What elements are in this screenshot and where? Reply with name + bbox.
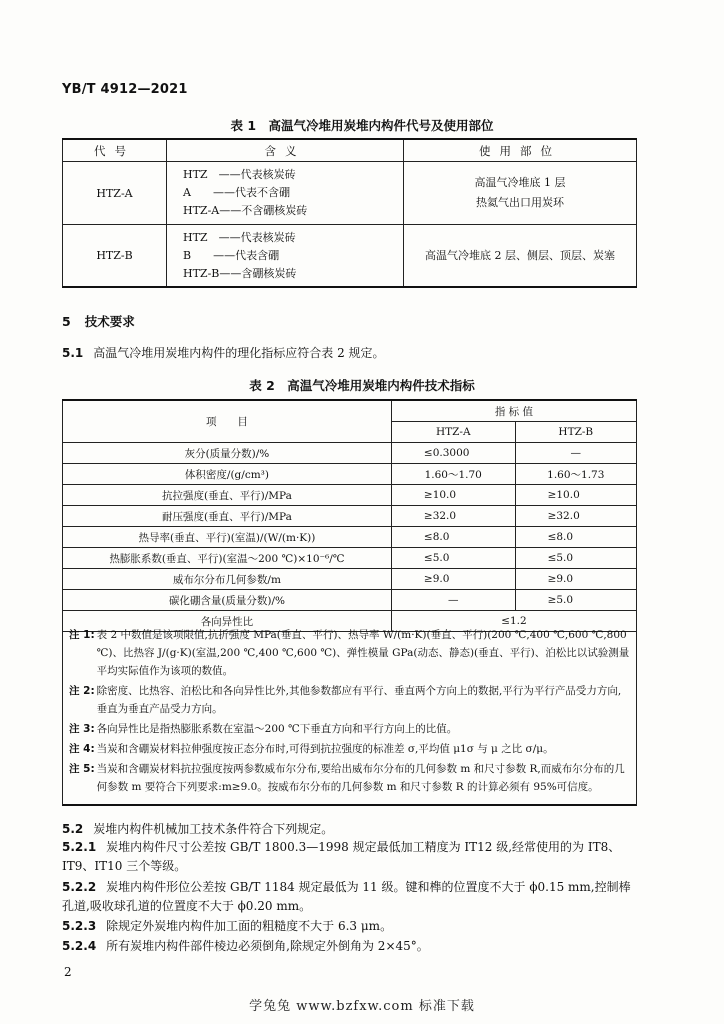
clause-5-2-1 bbox=[62, 838, 642, 876]
standard-number: YB/T 4912—2021 bbox=[62, 82, 188, 97]
note-text: 当炭和含硼炭材料拉伸强度按正态分布时,可得到抗拉强度的标准差 σ,平均值 μ1σ 与 μ 之比 σ/μ。 bbox=[96, 743, 554, 755]
usage-line: 高温气冷堆底 2 层、侧层、顶层、炭塞 bbox=[425, 248, 615, 262]
clause-5-2-3 bbox=[62, 917, 642, 936]
item-cell: 耐压强度(垂直、平行)/MPa bbox=[63, 506, 392, 527]
clause-number: 5.2.1 bbox=[62, 840, 97, 854]
value-b-cell: ≥5.0 bbox=[515, 590, 636, 611]
section-number: 5 bbox=[62, 314, 71, 329]
meaning-line: HTZ-B——含硼核炭砖 bbox=[183, 266, 297, 280]
clause-text: 炭堆内构件机械加工技术条件符合下列规定。 bbox=[93, 822, 334, 836]
item-cell: 威布尔分布几何参数/m bbox=[63, 569, 392, 590]
clause-number: 5.1 bbox=[62, 346, 84, 360]
item-cell: 各向异性比 bbox=[63, 611, 392, 632]
note bbox=[69, 760, 630, 796]
item-cell: 抗拉强度(垂直、平行)/MPa bbox=[63, 485, 392, 506]
table-row bbox=[63, 590, 637, 611]
value-a-cell: ≤0.3000 bbox=[391, 443, 515, 464]
value-a-cell: 1.60～1.70 bbox=[391, 464, 515, 485]
meaning-line: B ——代表含硼 bbox=[183, 248, 280, 262]
note bbox=[69, 740, 630, 758]
usage-cell bbox=[404, 225, 637, 288]
section-5-heading bbox=[62, 312, 135, 330]
value-b-cell: ≥32.0 bbox=[515, 506, 636, 527]
value-a-cell: ≥32.0 bbox=[391, 506, 515, 527]
clause-text: 高温气冷堆用炭堆内构件的理化指标应符合表 2 规定。 bbox=[93, 346, 385, 360]
clause-text: 炭堆内构件形位公差按 GB/T 1184 规定最低为 11 级。键和榫的位置度不大于 ϕ0.15 mm,控制棒孔道,吸收球孔道的位置度不大于 ϕ0.20 mm。 bbox=[62, 880, 631, 913]
note-tag: 注 2: bbox=[69, 685, 95, 697]
header-htz-b: HTZ-B bbox=[515, 422, 636, 443]
value-b-cell: ≥9.0 bbox=[515, 569, 636, 590]
table-row bbox=[63, 162, 637, 225]
clause-number: 5.2.3 bbox=[62, 919, 97, 933]
item-cell: 灰分(质量分数)/% bbox=[63, 443, 392, 464]
header-code: 代号 bbox=[63, 139, 167, 162]
note-text: 当炭和含硼炭材料抗拉强度按两参数威布尔分布,要给出威布尔分布的几何参数 m 和尺寸参数 R,而威布尔分布的几何参数 m 要符合下列要求:m≥9.0。按威布尔分布的几何参数 m 和尺寸参数 R 的计算必须有 95%可信度。 bbox=[96, 763, 625, 793]
table-row bbox=[63, 443, 637, 464]
header-item: 项 目 bbox=[63, 400, 392, 443]
value-b-cell: — bbox=[515, 443, 636, 464]
header-htz-a: HTZ-A bbox=[391, 422, 515, 443]
meaning-line: HTZ-A——不含硼核炭砖 bbox=[183, 204, 308, 217]
table-row bbox=[63, 569, 637, 590]
note-tag: 注 4: bbox=[69, 743, 95, 755]
note-tag: 注 5: bbox=[69, 763, 95, 775]
usage-cell bbox=[404, 162, 637, 225]
table2-caption: 表 2 高温气冷堆用炭堆内构件技术指标 bbox=[249, 378, 475, 393]
table-header-row bbox=[63, 400, 637, 422]
note-tag: 注 1: bbox=[69, 629, 95, 641]
clause-5-2-4 bbox=[62, 937, 642, 956]
clause-number: 5.2.4 bbox=[62, 939, 97, 953]
clause-number: 5.2 bbox=[62, 822, 84, 836]
clause-5-2-2 bbox=[62, 878, 642, 916]
value-b-cell: 1.60～1.73 bbox=[515, 464, 636, 485]
clause-text: 所有炭堆内构件部件棱边必须倒角,除规定外倒角为 2×45°。 bbox=[106, 939, 429, 953]
meaning-cell bbox=[167, 162, 404, 225]
note bbox=[69, 682, 630, 718]
item-cell: 碳化硼含量(质量分数)/% bbox=[63, 590, 392, 611]
table-row bbox=[63, 527, 637, 548]
note bbox=[69, 720, 630, 738]
table-row bbox=[63, 464, 637, 485]
value-a-cell: — bbox=[391, 590, 515, 611]
value-a-cell: ≥9.0 bbox=[391, 569, 515, 590]
note-text: 表 2 中数值是该项限值,抗折强度 MPa(垂直、平行)、热导率 W/(m·K)(垂直、平行)(200 ℃,400 ℃,600 ℃,800 ℃)、比热容 J/(g·K)(室温,200 ℃,400 ℃,600 ℃)、弹性模量 GPa(动态、静态)(垂直、平行)、泊松比以试验测量平均实际值作为该项的数值。 bbox=[96, 629, 630, 677]
code-table bbox=[62, 138, 637, 288]
header-values: 指 标 值 bbox=[391, 400, 636, 422]
table1-caption: 表 1 高温气冷堆用炭堆内构件代号及使用部位 bbox=[230, 118, 494, 133]
code-cell: HTZ-B bbox=[63, 225, 167, 288]
table-row bbox=[63, 506, 637, 527]
value-a-cell: ≤8.0 bbox=[391, 527, 515, 548]
note bbox=[69, 626, 630, 680]
code-cell: HTZ-A bbox=[63, 162, 167, 225]
page-number: 2 bbox=[64, 965, 72, 979]
table-header-row bbox=[63, 139, 637, 162]
header-usage: 使用部位 bbox=[404, 139, 637, 162]
clause-text: 除规定外炭堆内构件加工面的粗糙度不大于 6.3 μm。 bbox=[106, 919, 393, 933]
meaning-line: HTZ ——代表核炭砖 bbox=[183, 168, 296, 181]
watermark: 学兔兔 www.bzfxw.com 标准下载 bbox=[249, 999, 475, 1014]
note-text: 各向异性比是指热膨胀系数在室温～200 ℃下垂直方向和平行方向上的比值。 bbox=[96, 723, 458, 735]
table-row bbox=[63, 485, 637, 506]
usage-line: 高温气冷堆底 1 层 bbox=[474, 176, 566, 189]
item-cell: 体积密度/(g/cm³) bbox=[63, 464, 392, 485]
clause-5-1 bbox=[62, 344, 385, 363]
table-row bbox=[63, 225, 637, 288]
note-text: 除密度、比热容、泊松比和各向异性比外,其他参数都应有平行、垂直两个方向上的数据,平行为平行产品受力方向,垂直为垂直产品受力方向。 bbox=[96, 685, 622, 715]
clause-text: 炭堆内构件尺寸公差按 GB/T 1800.3—1998 规定最低加工精度为 IT12 级,经常使用的为 IT8、IT9、IT10 三个等级。 bbox=[62, 840, 621, 873]
meaning-line: A ——代表不含硼 bbox=[183, 186, 290, 199]
header-meaning: 含义 bbox=[167, 139, 404, 162]
value-b-cell: ≤8.0 bbox=[515, 527, 636, 548]
meaning-line: HTZ ——代表核炭砖 bbox=[183, 230, 296, 244]
anisotropy-value-cell: ≤1.2 bbox=[391, 611, 636, 632]
item-cell: 热膨胀系数(垂直、平行)(室温～200 ℃)×10⁻⁶/℃ bbox=[63, 548, 392, 569]
value-a-cell: ≤5.0 bbox=[391, 548, 515, 569]
value-b-cell: ≤5.0 bbox=[515, 548, 636, 569]
value-b-cell: ≥10.0 bbox=[515, 485, 636, 506]
item-cell: 热导率(垂直、平行)(室温)/(W/(m·K)) bbox=[63, 527, 392, 548]
section-title: 技术要求 bbox=[84, 314, 135, 329]
spec-table bbox=[62, 399, 637, 632]
value-a-cell: ≥10.0 bbox=[391, 485, 515, 506]
note-tag: 注 3: bbox=[69, 723, 95, 735]
clause-5-2 bbox=[62, 820, 642, 839]
clause-number: 5.2.2 bbox=[62, 880, 97, 894]
usage-line: 热氦气出口用炭环 bbox=[476, 196, 564, 209]
table2-notes bbox=[62, 620, 637, 806]
table-row bbox=[63, 548, 637, 569]
meaning-cell bbox=[167, 225, 404, 288]
